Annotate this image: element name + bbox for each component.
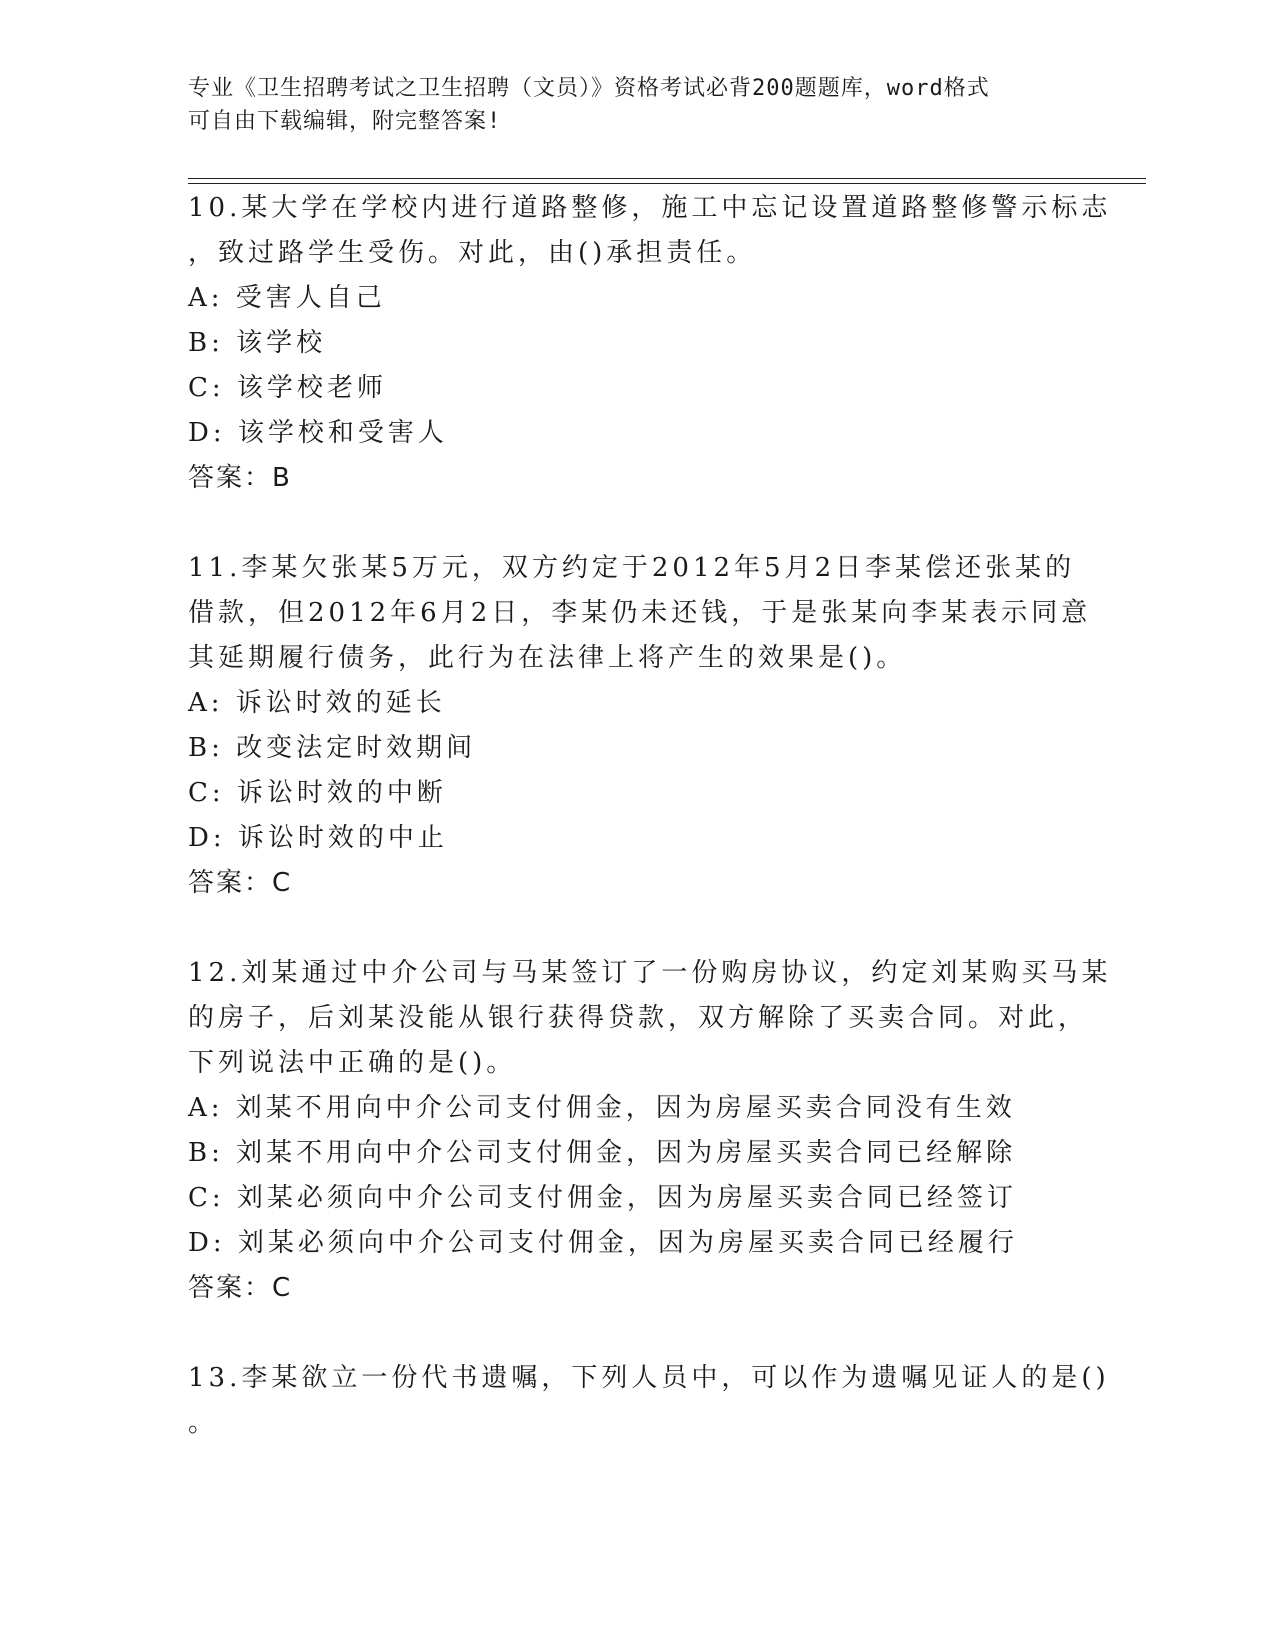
header-divider-top (188, 178, 1146, 179)
question-spacer (188, 906, 1088, 951)
question-text-line: ，致过路学生受伤。对此，由()承担责任。 (188, 238, 757, 268)
question-text-line: 借款，但2012年6月2日，李某仍未还钱，于是张某向李某表示同意 (188, 598, 1092, 628)
header-line-1: 专业《卫生招聘考试之卫生招聘（文员）》资格考试必背200题题库，word格式 (188, 76, 990, 101)
option-b: B: 改变法定时效期间 (188, 733, 477, 763)
question-text-line: 下列说法中正确的是()。 (188, 1048, 517, 1078)
option-b: B: 该学校 (188, 328, 327, 358)
option-b: B: 刘某不用向中介公司支付佣金，因为房屋买卖合同已经解除 (188, 1138, 1017, 1168)
option-d: D: 刘某必须向中介公司支付佣金，因为房屋买卖合同已经履行 (188, 1228, 1018, 1258)
header-line-2: 可自由下载编辑，附完整答案! (188, 109, 502, 134)
question-text-line: 12.刘某通过中介公司与马某签订了一份购房协议，约定刘某购买马某 (188, 958, 1112, 988)
option-c: C: 诉讼时效的中断 (188, 778, 447, 808)
answer-line: 答案：C (188, 1273, 293, 1303)
question-spacer (188, 501, 1088, 546)
question-11 (188, 546, 1092, 906)
question-12 (188, 951, 1112, 1311)
question-spacer (188, 1311, 1088, 1356)
question-13 (188, 1356, 1110, 1446)
option-d: D: 诉讼时效的中止 (188, 823, 448, 853)
question-text-line: 。 (188, 1408, 219, 1438)
option-a: A: 诉讼时效的延长 (188, 688, 446, 718)
question-10 (188, 186, 1112, 501)
document-header (188, 72, 1068, 138)
option-d: D: 该学校和受害人 (188, 418, 448, 448)
option-a: A: 刘某不用向中介公司支付佣金，因为房屋买卖合同没有生效 (188, 1093, 1016, 1123)
option-c: C: 该学校老师 (188, 373, 387, 403)
question-list (188, 186, 1112, 1446)
option-c: C: 刘某必须向中介公司支付佣金，因为房屋买卖合同已经签订 (188, 1183, 1017, 1213)
question-text-line: 11.李某欠张某5万元，双方约定于2012年5月2日李某偿还张某的 (188, 553, 1076, 583)
question-text-line: 其延期履行债务，此行为在法律上将产生的效果是()。 (188, 643, 907, 673)
question-text-line: 的房子，后刘某没能从银行获得贷款，双方解除了买卖合同。对此， (188, 1003, 1089, 1033)
question-text-line: 13.李某欲立一份代书遗嘱，下列人员中，可以作为遗嘱见证人的是() (188, 1363, 1110, 1393)
answer-line: 答案：C (188, 868, 293, 898)
option-a: A: 受害人自己 (188, 283, 386, 313)
answer-line: 答案：B (188, 463, 292, 493)
header-divider-bottom (188, 183, 1146, 184)
question-text-line: 10.某大学在学校内进行道路整修，施工中忘记设置道路整修警示标志 (188, 193, 1112, 223)
